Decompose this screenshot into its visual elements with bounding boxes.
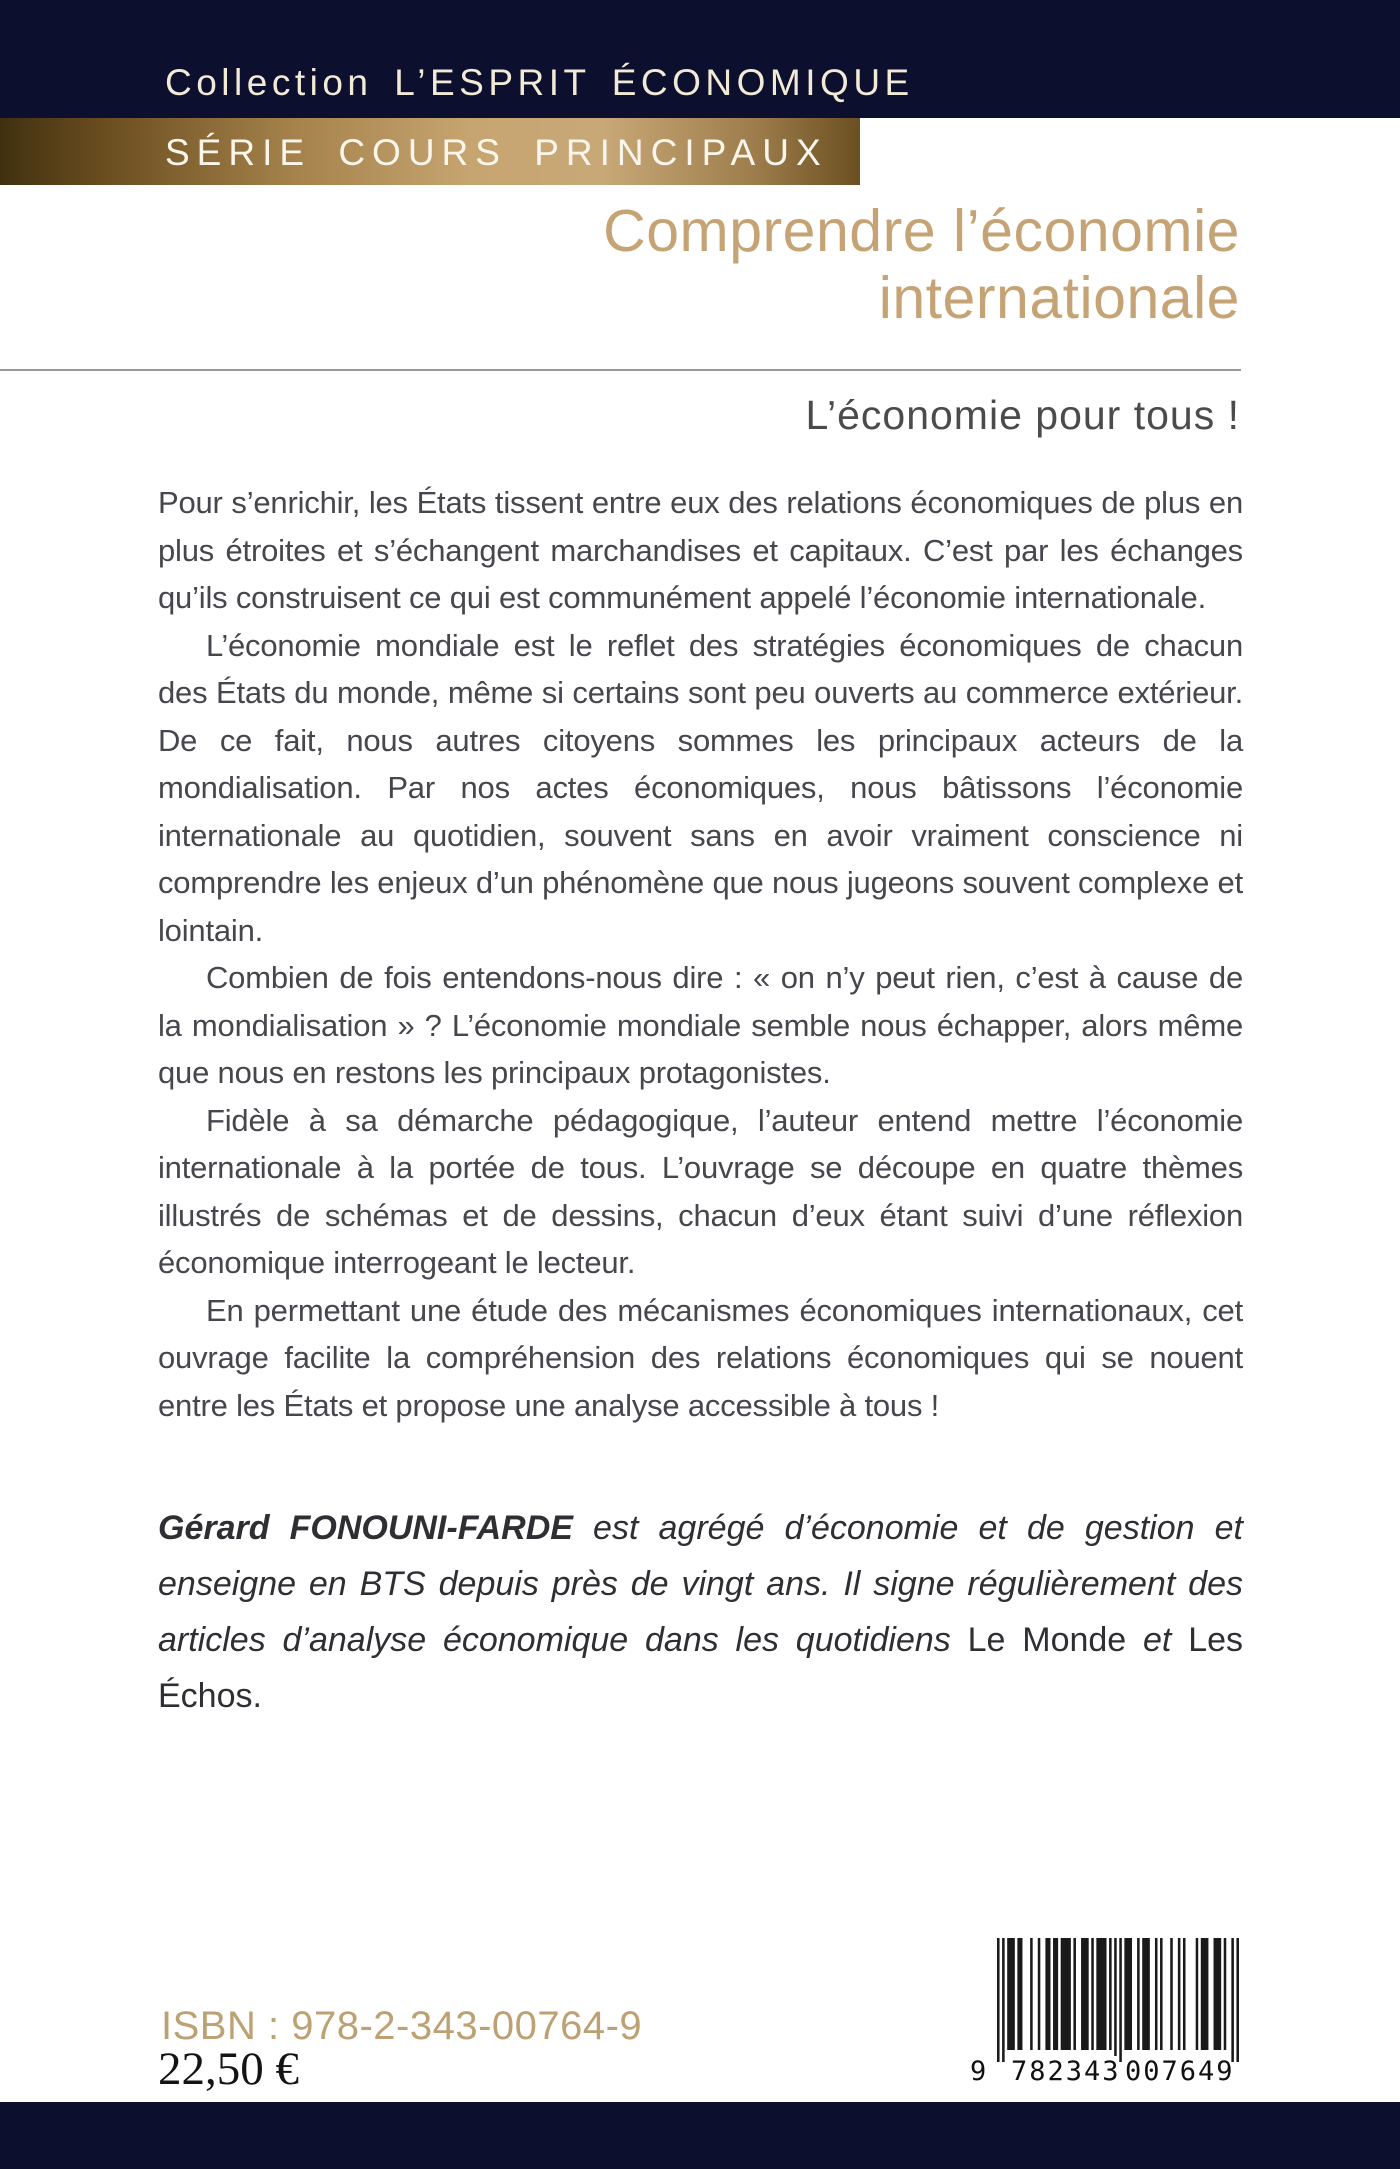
divider-rule xyxy=(0,369,1241,371)
tagline: L’économie pour tous ! xyxy=(805,392,1240,438)
body-paragraph: Fidèle à sa démarche pédagogique, l’auteur entend mettre l’économie internationale à la portée de tous. L’ouvrage se découpe en quatre thèmes illustrés de schémas et de dessins, chacun d’eux étant suivi d’une réflexion économique interrogeant le lecteur. xyxy=(158,1102,1243,1280)
back-cover-text xyxy=(158,479,1243,1429)
isbn-label: ISBN : 978-2-343-00764-9 xyxy=(161,2004,643,2048)
barcode-bars-icon xyxy=(997,1938,1239,2062)
book-title-line-1: Comprendre l’économie xyxy=(603,198,1240,264)
top-navy-band xyxy=(0,0,1400,118)
barcode-left-digits: 782343 xyxy=(1011,2056,1121,2087)
journal-les-echos: Les Échos. xyxy=(158,1621,1244,1715)
author-bio xyxy=(158,1500,1243,1724)
journal-le-monde: Le Monde xyxy=(967,1621,1127,1659)
ean13-barcode xyxy=(970,1938,1239,2090)
body-paragraph: Pour s’enrichir, les États tissent entre eux des relations économiques de plus en plus étroites et s’échangent marchandises et capitaux. C’est par les échanges qu’ils construisent ce qui est communément appelé l’économie internationale. xyxy=(158,485,1243,615)
body-paragraph: Combien de fois entendons-nous dire : « on n’y peut rien, c’est à cause de la mondialisation » ? L’économie mondiale semble nous échapper, alors même que nous en restons les principaux protagonistes. xyxy=(158,960,1243,1090)
bottom-navy-band xyxy=(0,2102,1400,2169)
price-label: 22,50 € xyxy=(158,2043,299,2095)
series-gold-band xyxy=(0,118,860,185)
bio-conjunction: et xyxy=(1126,1621,1189,1659)
body-paragraph: En permettant une étude des mécanismes économiques internationaux, cet ouvrage facilite la compréhension des relations économiques qui se nouent entre les États et propose une analyse accessible à tous ! xyxy=(158,1292,1243,1423)
bio-text: est agrégé d’économie et de gestion et enseigne en BTS depuis près de vingt ans. Il signe régulièrement des articles d’analyse économique dans les quotidiens xyxy=(158,1509,1243,1659)
author-name: Gérard FONOUNI-FARDE xyxy=(158,1509,573,1547)
barcode-system-digit: 9 xyxy=(970,2056,987,2087)
series-name: SÉRIE COURS PRINCIPAUX xyxy=(165,132,828,173)
book-title xyxy=(603,198,1240,332)
book-title-line-2: internationale xyxy=(878,265,1240,331)
collection-name: Collection L’ESPRIT ÉCONOMIQUE xyxy=(165,62,914,103)
barcode-digits xyxy=(970,2054,1239,2087)
barcode-right-digits: 007649 xyxy=(1125,2056,1235,2087)
body-paragraph: L’économie mondiale est le reflet des stratégies économiques de chacun des États du monde, même si certains sont peu ouverts au commerce extérieur. De ce fait, nous autres citoyens sommes les principaux acteurs de la mondialisation. Par nos actes économiques, nous bâtissons l’économie internationale au quotidien, souvent sans en avoir vraiment conscience ni comprendre les enjeux d’un phénomène que nous jugeons souvent complexe et lointain. xyxy=(158,627,1243,948)
